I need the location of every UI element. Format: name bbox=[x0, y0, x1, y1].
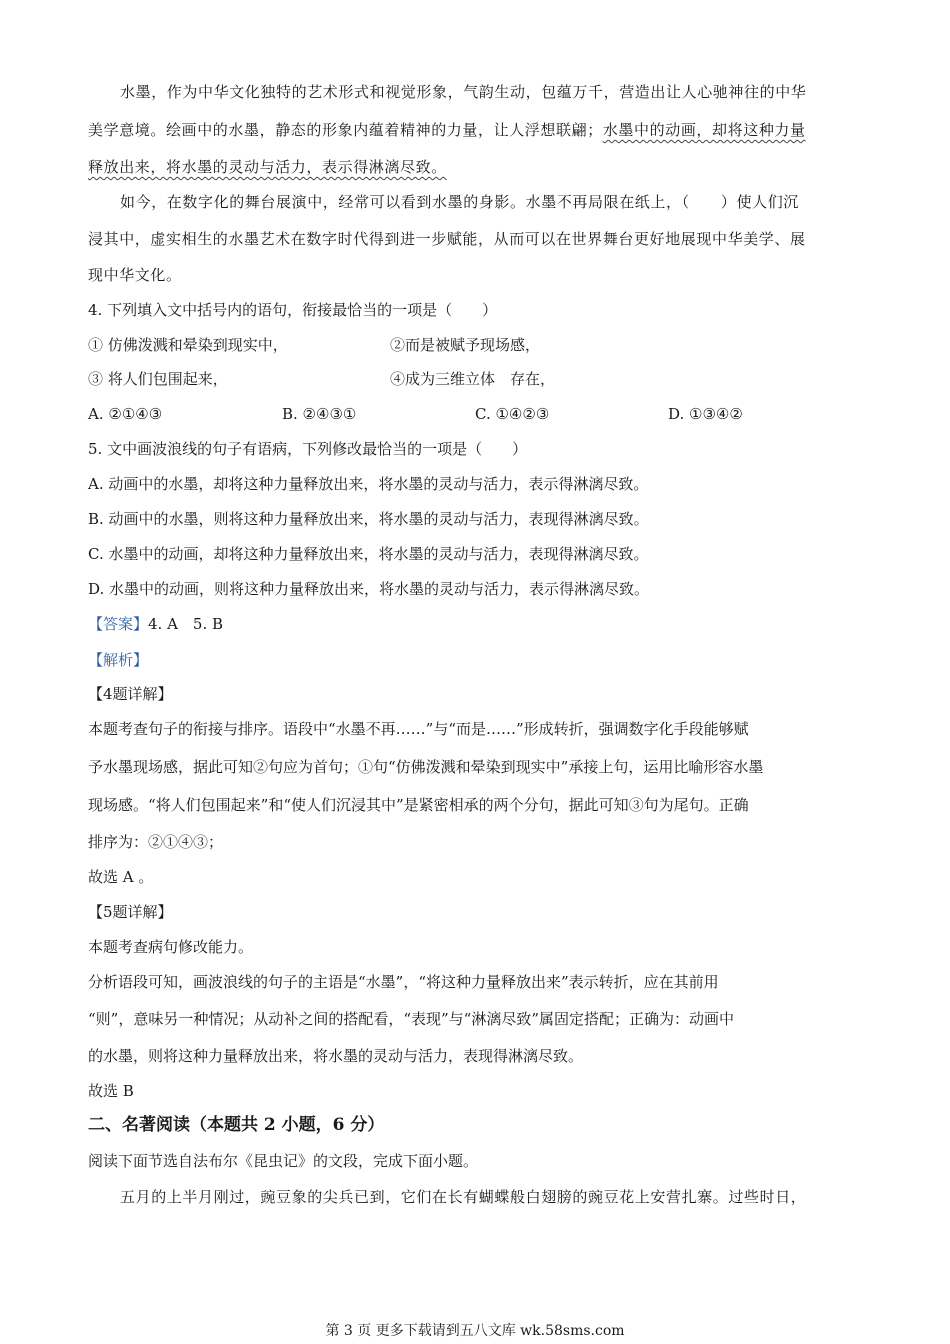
q4-sentence-4: ④成为三维立体 存在， bbox=[390, 370, 556, 388]
q5-option-b: B. 动画中的水墨，则将这种力量释放出来，将水墨的灵动与活力，表现得淋漓尽致。 bbox=[88, 510, 649, 528]
q5-option-c: C. 水墨中的动画，却将这种力量释放出来，将水墨的灵动与活力，表现得淋漓尽致。 bbox=[88, 545, 649, 563]
q4-option-a: A. ②①④③ bbox=[88, 405, 163, 423]
passage-p1-line2 bbox=[88, 120, 806, 140]
wavy-underlined-sentence: 水墨中的动画，却将这种力量 bbox=[602, 121, 806, 139]
q4-stem: 4. 下列填入文中括号内的语句，衔接最恰当的一项是（ ） bbox=[88, 301, 498, 319]
q4-option-d: D. ①③④② bbox=[668, 405, 743, 423]
q4-option-b: B. ②④③① bbox=[282, 405, 357, 423]
answer-text: 4. A 5. B bbox=[148, 615, 224, 633]
detail4-line1: 本题考查句子的衔接与排序。语段中“水墨不再……”与“而是……”形成转折，强调数字化手段能够赋 bbox=[88, 720, 749, 738]
section2-passage-line1: 五月的上半月刚过，豌豆象的尖兵已到，它们在长有蝴蝶般白翅膀的豌豆花上安营扎寨。过些时日， bbox=[120, 1188, 807, 1206]
detail5-line4: 的水墨，则将这种力量释放出来，将水墨的灵动与活力，表现得淋漓尽致。 bbox=[88, 1047, 584, 1065]
answer-line bbox=[88, 614, 223, 634]
q4-sentence-1: ① 仿佛泼溅和晕染到现实中， bbox=[88, 336, 288, 354]
q5-stem: 5. 文中画波浪线的句子有语病，下列修改最恰当的一项是（ ） bbox=[88, 440, 528, 458]
passage-p2-line2: 浸其中，虚实相生的水墨艺术在数字时代得到进一步赋能，从而可以在世界舞台更好地展现中华美学、展 bbox=[88, 230, 806, 248]
wavy-underlined-sentence: 释放出来，将水墨的灵动与活力，表示得淋漓尽致。 bbox=[88, 158, 447, 176]
passage-p2-line3: 现中华文化。 bbox=[88, 266, 182, 284]
detail5-line5: 故选 B bbox=[88, 1082, 134, 1100]
passage-text: 美学意境。绘画中的水墨，静态的形象内蕴着精神的力量，让人浮想联翩； bbox=[88, 121, 603, 139]
section2-heading: 二、名著阅读（本题共 2 小题，6 分） bbox=[88, 1115, 385, 1135]
q4-sentence-2: ②而是被赋予现场感， bbox=[390, 336, 541, 354]
passage-p2-line1: 如今，在数字化的舞台展演中，经常可以看到水墨的身影。水墨不再局限在纸上，（ ）使人们沉 bbox=[120, 193, 799, 211]
detail4-line4: 排序为：②①④③； bbox=[88, 833, 224, 851]
detail4-title: 【4题详解】 bbox=[88, 685, 173, 703]
detail4-line2: 予水墨现场感，据此可知②句应为首句；①句“仿佛泼溅和晕染到现实中”承接上句，运用比喻形容水墨 bbox=[88, 758, 764, 776]
detail5-title: 【5题详解】 bbox=[88, 903, 173, 921]
q5-option-a: A. 动画中的水墨，却将这种力量释放出来，将水墨的灵动与活力，表示得淋漓尽致。 bbox=[88, 475, 649, 493]
detail4-line3: 现场感。“将人们包围起来”和“使人们沉浸其中”是紧密相承的两个分句，据此可知③句为尾句。正确 bbox=[88, 796, 749, 814]
q4-sentence-3: ③ 将人们包围起来， bbox=[88, 370, 228, 388]
section2-intro: 阅读下面节选自法布尔《昆虫记》的文段，完成下面小题。 bbox=[88, 1152, 479, 1170]
q4-option-c: C. ①④②③ bbox=[475, 405, 550, 423]
passage-p1-line3 bbox=[88, 157, 447, 177]
detail5-line1: 本题考查病句修改能力。 bbox=[88, 938, 254, 956]
q5-option-d: D. 水墨中的动画，则将这种力量释放出来，将水墨的灵动与活力，表示得淋漓尽致。 bbox=[88, 580, 650, 598]
passage-p1-line1: 水墨，作为中华文化独特的艺术形式和视觉形象，气韵生动，包蕴万千，营造出让人心驰神往的中华 bbox=[120, 83, 807, 101]
detail4-line5: 故选 A 。 bbox=[88, 868, 154, 886]
detail5-line2: 分析语段可知，画波浪线的句子的主语是“水墨”，“将这种力量释放出来”表示转折，应在其前用 bbox=[88, 973, 719, 991]
detail5-line3: “则”，意味另一种情况；从动补之间的搭配看，“表现”与“淋漓尽致”属固定搭配；正确为：动画中 bbox=[88, 1010, 735, 1028]
page-footer: 第 3 页 更多下载请到五八文库 wk.58sms.com bbox=[325, 1323, 625, 1339]
analysis-tag: 【解析】 bbox=[88, 651, 149, 669]
answer-tag: 【答案】 bbox=[88, 615, 149, 633]
